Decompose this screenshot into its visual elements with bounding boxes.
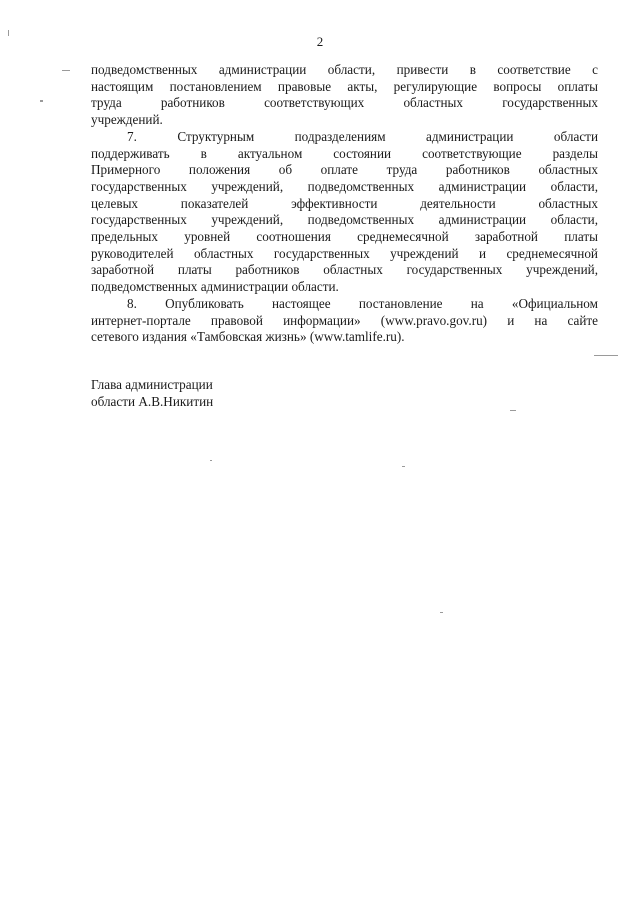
scan-mark [402,466,405,467]
paragraph-item-7 [91,129,598,296]
text-line: сетевого издания «Тамбовская жизнь» (www.tamlife.ru). [91,329,405,345]
document-body [91,62,598,346]
text-line: Примерного положения об оплате труда работников областных [91,162,598,178]
text-line: подведомственных администрации области, привести в соответствие с [91,62,598,77]
text-line: 7. Структурным подразделениям администрации области [127,128,598,144]
page-number: 2 [316,34,324,49]
scan-mark [8,30,9,36]
paragraph-continuation [91,62,598,129]
signature-title: Глава администрации [91,377,213,392]
text-line: подведомственных администрации области. [91,279,339,295]
text-line: учреждений. [91,112,163,128]
text-line: государственных учреждений, подведомственных администрации области, [91,212,598,228]
scan-mark [62,70,70,71]
text-line: труда работников соответствующих областных государственных [91,95,598,111]
text-line: 8. Опубликовать настоящее постановление на «Официальном [127,295,598,311]
scan-mark [594,355,618,356]
text-line: целевых показателей эффективности деятельности областных [91,195,598,211]
scan-mark [440,612,443,613]
text-line: руководителей областных государственных учреждений и среднемесячной [91,245,598,261]
scan-mark [210,460,212,461]
signature-name: области А.В.Никитин [91,393,214,409]
text-line: государственных учреждений, подведомственных администрации области, [91,178,598,194]
signature-block [91,377,213,410]
text-line: интернет-портале правовой информации» (www.pravo.gov.ru) и на сайте [91,312,598,328]
paragraph-item-8 [91,296,598,346]
scan-mark [40,100,43,102]
scan-mark [510,410,516,411]
text-line: настоящим постановлением правовые акты, регулирующие вопросы оплаты [91,78,598,94]
text-line: поддерживать в актуальном состоянии соответствующие разделы [91,145,598,161]
text-line: заработной платы работников областных государственных учреждений, [91,262,598,278]
text-line: предельных уровней соотношения среднемесячной заработной платы [91,229,598,245]
